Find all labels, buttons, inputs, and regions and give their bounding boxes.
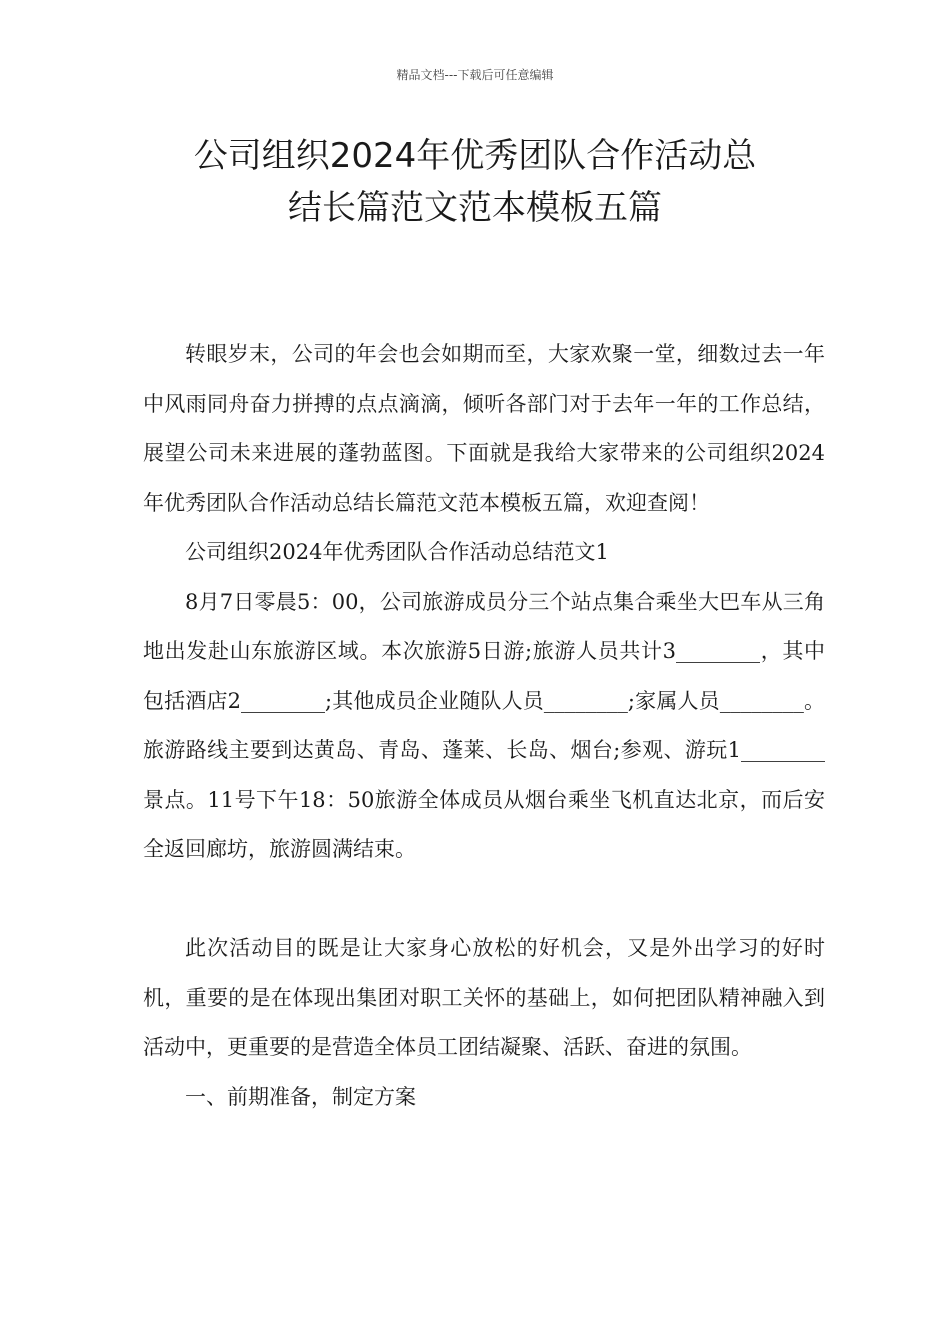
title-line-1: 公司组织2024年优秀团队合作活动总 — [193, 136, 757, 176]
section-heading: 公司组织2024年优秀团队合作活动总结范文1 — [185, 540, 609, 564]
body-paragraph: 8月7日零晨5：00，公司旅游成员分三个站点集合乘坐大巴车从三角地出发赴山东旅游区域。本次旅游5日游;旅游人员共计3________，其中包括酒店2________;其他成员企业随队人员________;家属人员________。旅游路线主要到达黄岛、青岛、蓬莱、长岛、烟台;参观、游玩1________景点。11号下午18：50旅游全体成员从烟台乘坐飞机直达北京，而后安全返回廊坊，旅游圆满结束。 — [143, 589, 825, 861]
title-line-2: 结长篇范文范本模板五篇 — [288, 188, 662, 228]
document-body — [143, 330, 825, 1122]
body-paragraph: 此次活动目的既是让大家身心放松的好机会，又是外出学习的好时机，重要的是在体现出集团对职工关怀的基础上，如何把团队精神融入到活动中，更重要的是营造全体员工团结凝聚、活跃、奋进的氛围。 — [143, 936, 825, 1059]
page-header: 精品文档---下载后可任意编辑 — [396, 68, 554, 82]
document-title — [120, 130, 830, 234]
subsection-heading: 一、前期准备，制定方案 — [185, 1084, 416, 1109]
intro-paragraph: 转眼岁末，公司的年会也会如期而至，大家欢聚一堂，细数过去一年中风雨同舟奋力拼搏的点点滴滴，倾听各部门对于去年一年的工作总结，展望公司未来进展的蓬勃蓝图。下面就是我给大家带来的公司组织2024年优秀团队合作活动总结长篇范文范本模板五篇，欢迎查阅！ — [143, 342, 825, 515]
